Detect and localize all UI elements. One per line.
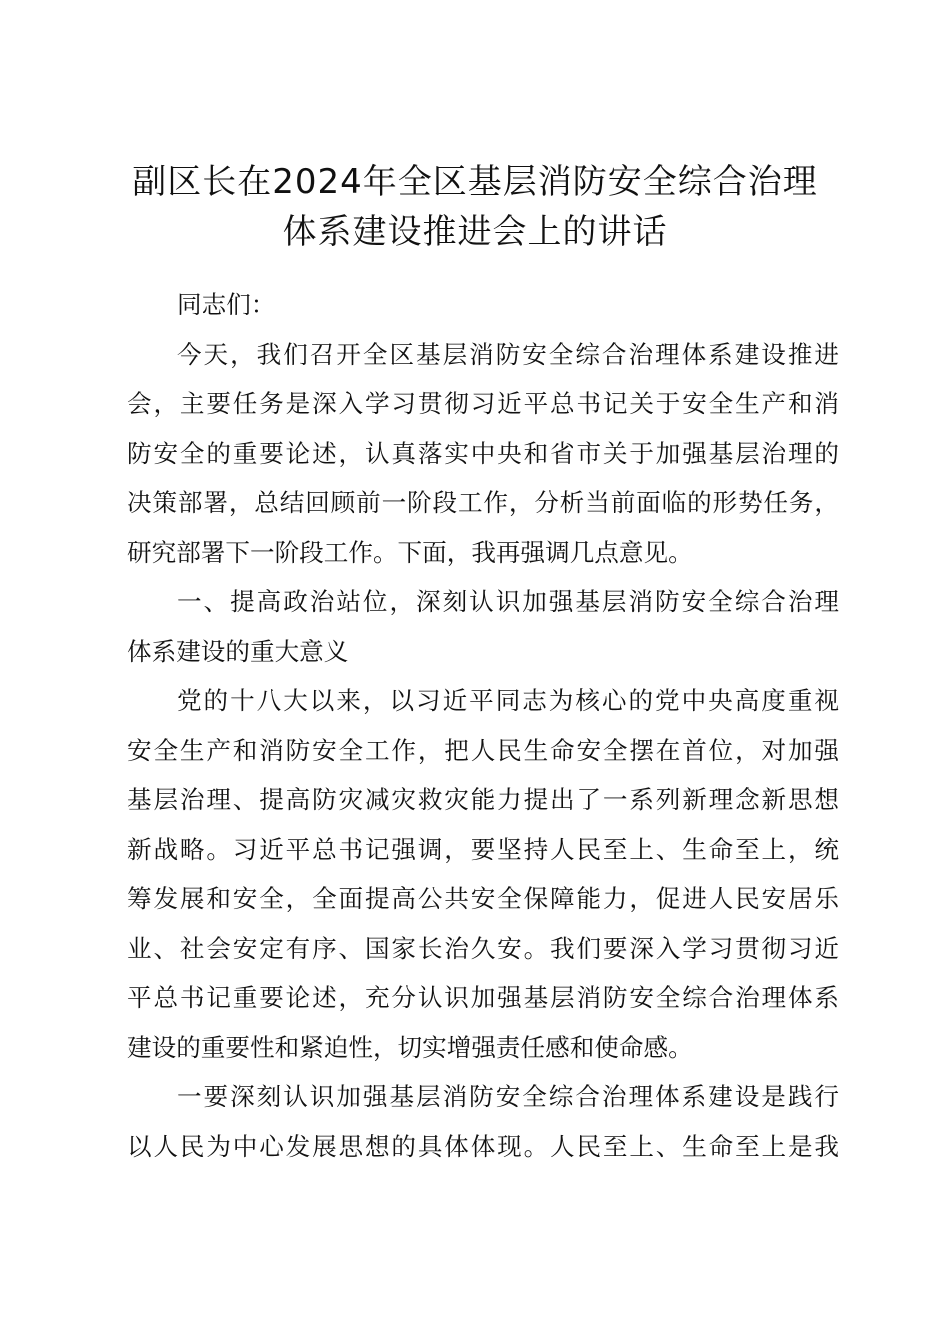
paragraph-line: 基层治理、提高防灾减灾救灾能力提出了一系列新理念新思想 xyxy=(127,785,839,814)
paragraph-line: 党的十八大以来，以习近平同志为核心的党中央高度重视 xyxy=(177,686,839,715)
paragraph-line: 决策部署，总结回顾前一阶段工作，分析当前面临的形势任务， xyxy=(127,488,839,517)
document-title-line-1: 副区长在2024年全区基层消防安全综合治理 xyxy=(132,162,818,202)
paragraph-line: 建设的重要性和紧迫性，切实增强责任感和使命感。 xyxy=(127,1032,693,1062)
paragraph-line: 筹发展和安全，全面提高公共安全保障能力，促进人民安居乐 xyxy=(127,884,839,913)
salutation: 同志们： xyxy=(177,290,276,319)
paragraph-line: 以人民为中心发展思想的具体体现。人民至上、生命至上是我 xyxy=(127,1131,839,1161)
paragraph-line: 防安全的重要论述，认真落实中央和省市关于加强基层治理的 xyxy=(127,438,839,468)
paragraph-line: 业、社会安定有序、国家长治久安。我们要深入学习贯彻习近 xyxy=(127,933,839,963)
paragraph-line: 新战略。习近平总书记强调，要坚持人民至上、生命至上，统 xyxy=(127,834,839,864)
paragraph-line: 安全生产和消防安全工作，把人民生命安全摆在首位，对加强 xyxy=(127,735,839,765)
section-heading-line: 一、提高政治站位，深刻认识加强基层消防安全综合治理 xyxy=(177,587,839,616)
paragraph-line: 平总书记重要论述，充分认识加强基层消防安全综合治理体系 xyxy=(127,983,839,1012)
document-title-line-2: 体系建设推进会上的讲话 xyxy=(282,212,668,252)
paragraph-line: 研究部署下一阶段工作。下面，我再强调几点意见。 xyxy=(127,537,693,567)
section-heading-line: 体系建设的重大意义 xyxy=(127,636,349,666)
document-body xyxy=(127,280,839,1171)
paragraph-line: 一要深刻认识加强基层消防安全综合治理体系建设是践行 xyxy=(177,1082,839,1111)
paragraph-line: 会，主要任务是深入学习贯彻习近平总书记关于安全生产和消 xyxy=(127,389,839,418)
paragraph-line: 今天，我们召开全区基层消防安全综合治理体系建设推进 xyxy=(177,339,839,369)
